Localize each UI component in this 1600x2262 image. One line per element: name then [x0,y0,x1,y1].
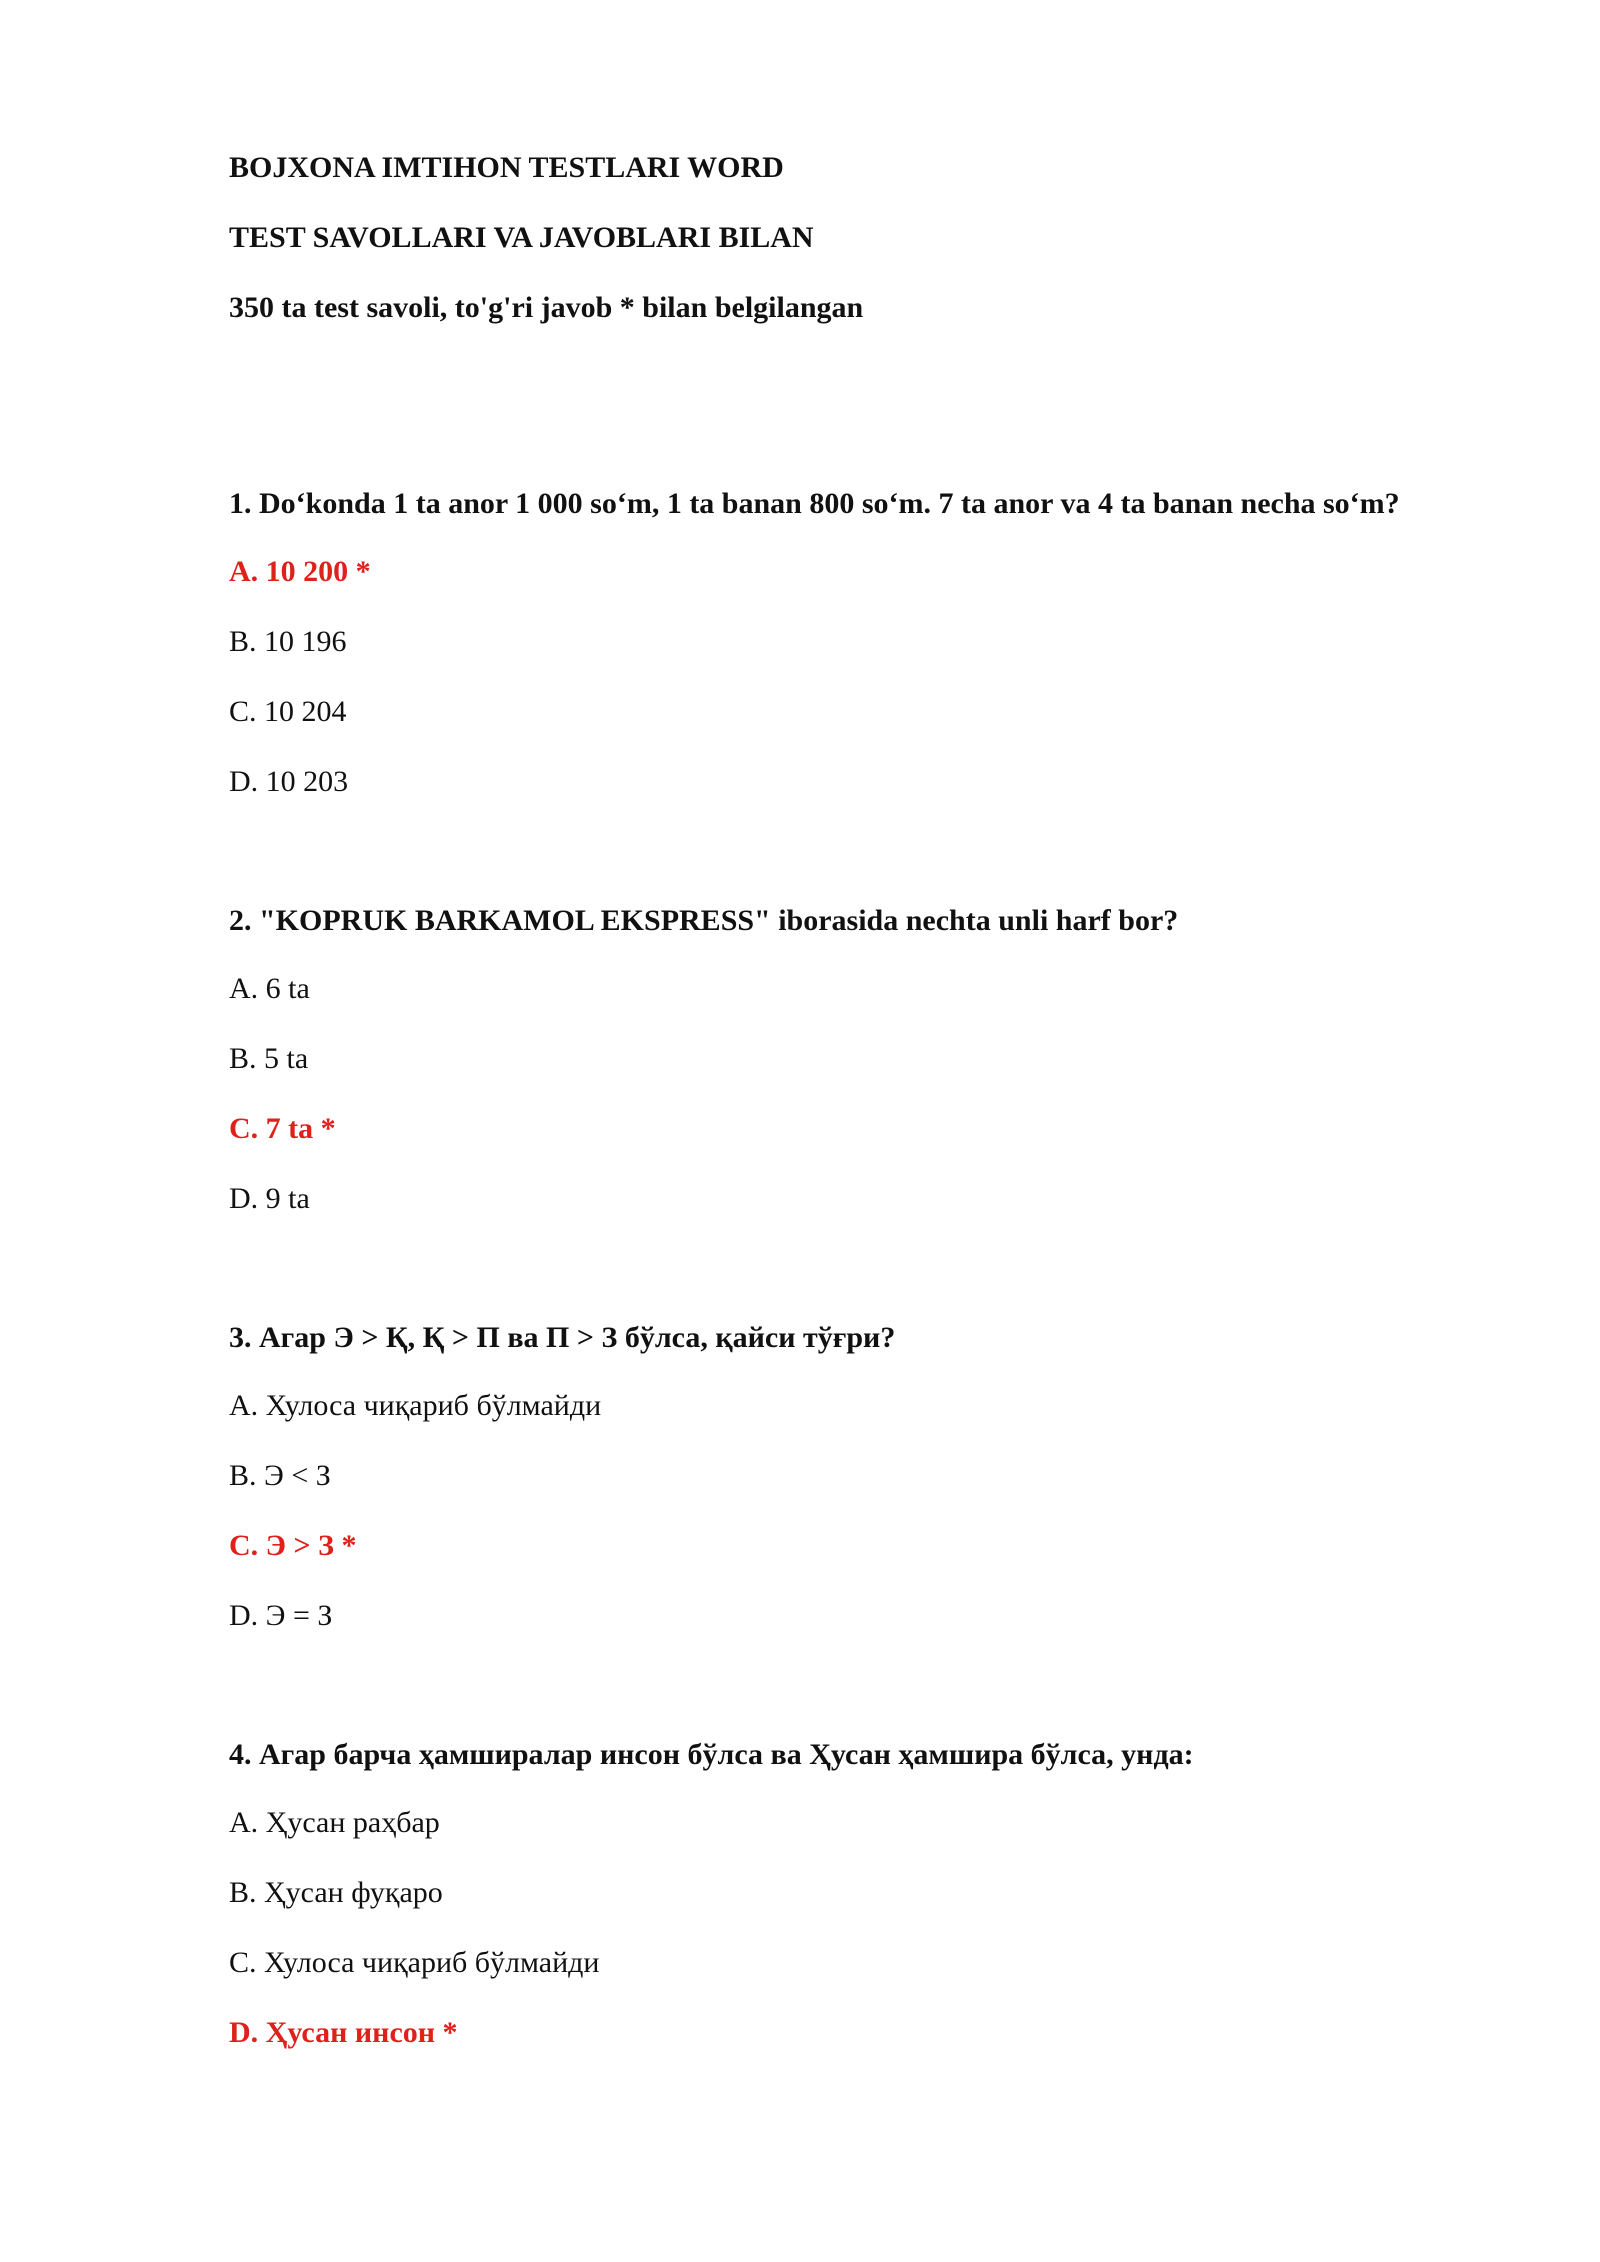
question-1 [229,482,1409,802]
question-text: 4. Агар барча ҳамширалар инсон бўлса ва Ҳусан ҳамшира бўлса, унда: [229,1738,1194,1771]
answer-option: C. Хулоса чиқариб бўлмайди [229,1946,600,1979]
correct-answer-option: A. 10 200 * [229,555,371,588]
question-3 [229,1316,1409,1636]
correct-answer-option: C. Э > З * [229,1529,357,1562]
correct-answer-option: D. Ҳусан инсон * [229,2016,458,2049]
question-4 [229,1733,1409,2053]
document-title: BOJXONA IMTIHON TESTLARI WORD [229,151,784,184]
correct-answer-option: C. 7 ta * [229,1112,336,1145]
answer-option: C. 10 204 [229,695,347,728]
answer-option: A. Хулоса чиқариб бўлмайди [229,1389,602,1422]
answer-option: B. 10 196 [229,625,347,658]
document-body [229,148,1409,2150]
question-text: 2. "KOPRUK BARKAMOL EKSPRESS" iborasida nechta unli harf bor? [229,904,1179,937]
question-text: 1. Do‘konda 1 ta anor 1 000 so‘m, 1 ta banan 800 so‘m. 7 ta anor va 4 ta banan necha so‘m? [229,487,1400,520]
answer-option: A. Ҳусан раҳбар [229,1806,440,1839]
answer-option: D. Э = З [229,1599,333,1632]
answer-option: D. 9 ta [229,1182,310,1215]
document-note: 350 ta test savoli, to'g'ri javob * bilan belgilangan [229,291,864,324]
answer-option: B. Ҳусан фуқаро [229,1876,443,1909]
answer-option: B. Э < З [229,1459,331,1492]
document-subtitle: TEST SAVOLLARI VA JAVOBLARI BILAN [229,221,814,254]
answer-option: D. 10 203 [229,765,349,798]
question-text: 3. Агар Э > Қ, Қ > П ва П > З бўлса, қайси тўғри? [229,1321,896,1354]
answer-option: A. 6 ta [229,972,310,1005]
answer-option: B. 5 ta [229,1042,309,1075]
question-2 [229,899,1409,1219]
